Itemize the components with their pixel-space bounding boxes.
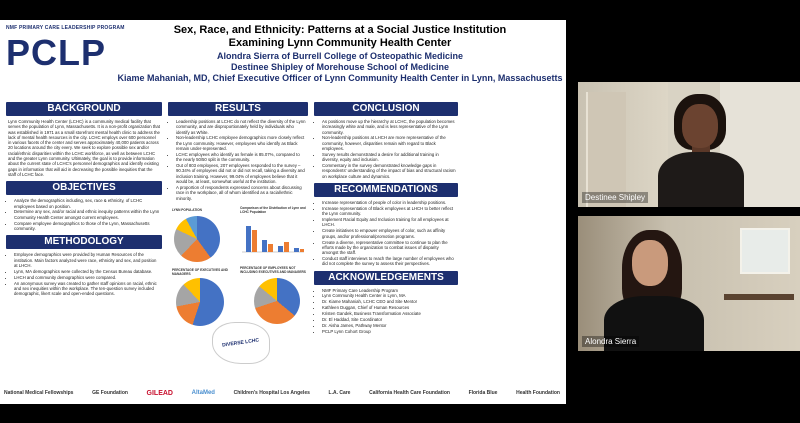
- list-item: • Non-leadership LCHC employee demographics more closely reflect the Lynn community. However, employees who identify as Black remain under-represented.: [176, 135, 306, 151]
- program-name: NMF PRIMARY CARE LEADERSHIP PROGRAM: [6, 25, 125, 31]
- recommendations-list: [316, 200, 456, 267]
- list-item: • LCHC employees who identify as female is 85.07%, compared to the nearly 50/50 split in the community.: [176, 152, 306, 163]
- list-item: • Compare employee demographics to those of the Lynn, Massachusetts community.: [14, 221, 160, 232]
- pclp-logo: PCLP: [6, 32, 107, 73]
- list-item: • LHCH and community demographics were compared.: [14, 275, 160, 280]
- list-item: • Lynn, MA demographics were collected by the Census Bureau database.: [14, 269, 160, 274]
- list-item: • A proportion of respondents expressed concerns about discussing race in the workplace, all of whom identified as a racial/ethnic minority.: [176, 185, 306, 201]
- employees-pie: [254, 278, 300, 324]
- list-item: • Non-leadership positions at LHCH are more representative of the community, however, disparities remain with regard to Black employees.: [322, 135, 456, 151]
- list-item: • Implement Racial Equity and Inclusion training for all employees at LHCH.: [322, 217, 456, 228]
- list-item: • As positions move up the hierarchy at LCHC, the population becomes increasingly white and male, and is less representative of the Lynn community.: [322, 119, 456, 135]
- background-door: [586, 92, 626, 207]
- participant-name-label: Destinee Shipley: [582, 192, 648, 203]
- list-item: • Kristen Gandek, Business Transformation Associate: [322, 311, 456, 316]
- background-window: [740, 228, 790, 274]
- sponsor-logo: Health Foundation: [516, 390, 560, 396]
- acknowledgements-heading: ACKNOWLEDGEMENTS: [314, 271, 458, 285]
- conclusion-list: [316, 119, 456, 179]
- participant-video-tile[interactable]: [578, 216, 800, 351]
- participant-face: [682, 104, 718, 148]
- list-item: • Out of 803 employees, 207 employees responded to the survey – 90.34% of employees did not or did not recall, taking a diversity and inclusion training. However, 99.04% of employees believe that it would be, at least, somewhat useful at the institution.: [176, 163, 306, 184]
- executives-pie: [176, 278, 224, 326]
- list-item: • Increase representation of Black employees at LHCH to better reflect the Lynn community.: [322, 206, 456, 217]
- word-cloud-text: DIVERSE LCHC: [222, 337, 260, 349]
- sponsor-logo: Children's Hospital Los Angeles: [233, 390, 310, 396]
- word-cloud: [212, 322, 270, 364]
- objectives-list: [8, 198, 160, 231]
- poster-title: Sex, Race, and Ethnicity: Patterns at a Social Justice Institution: [173, 24, 507, 36]
- sponsor-logo: GILEAD: [146, 389, 173, 397]
- participant-name-label: Alondra Sierra: [582, 336, 639, 347]
- poster-subtitle: Examining Lynn Community Health Center: [228, 37, 452, 49]
- sponsor-logo: AltaMed: [191, 390, 215, 396]
- conclusion-heading: CONCLUSION: [314, 102, 458, 116]
- graph-caption: LYNN POPULATION: [172, 207, 202, 212]
- results-heading: RESULTS: [168, 102, 308, 116]
- list-item: • Leadership positions at LCHC do not reflect the diversity of the Lynn community, and are disproportionately held by individuals who identify as White.: [176, 119, 306, 135]
- list-item: • An anonymous survey was created to gather staff opinions on racial, ethnic and sex inequities within the workplace. The ten-question survey included demographic, likert scale and open-ended questions.: [14, 281, 160, 297]
- list-item: • Kathleen Duggan, Chief of Human Resources: [322, 305, 456, 310]
- poster-column-middle: [168, 98, 308, 374]
- poster-column-right: [314, 98, 458, 335]
- poster-column-left: [6, 98, 162, 297]
- sponsor-logo: California Health Care Foundation: [369, 390, 450, 396]
- list-item: • Dr. Aisha James, Pathway Mentor: [322, 323, 456, 328]
- shared-screen-poster: [0, 20, 566, 404]
- list-item: • PCLP Lynn Cohort Group: [322, 329, 456, 334]
- acknowledgements-list: [316, 288, 456, 335]
- background-text: Lynn Community Health Center (LCHC) is a community medical facility that serves the population of Lynn, Massachusetts. It is a non-profit organization that was established in 1971 as a small storefront mental health clinic to address the lack of mental health resources in the city. LCHC employs over 600 personnel in various facets of the center and serves approximately 40,000 patients across 20 locations around the city every. We seek to explore possible sex and/or racial/ethnic disparities within the LCHC workforce, as well as between LCHC and the greater Lynn community. Ultimately, the goal is to provide information about the current state of LCHC's personnel demographics and identify existing gaps in information that will aid in decreasing the possible inequities that the staff of LCHC face.: [8, 119, 160, 177]
- author-1: Alondra Sierra of Burrell College of Osteopathic Medicine: [216, 51, 464, 61]
- sponsor-logo: L.A. Care: [328, 390, 351, 396]
- results-graphs: [168, 204, 308, 374]
- participant-video-tile[interactable]: [578, 82, 800, 207]
- graph-caption: PERCENTAGE OF EMPLOYEES NOT INCLUDING EXECUTIVES AND MANAGERS: [240, 265, 306, 274]
- poster-header: [0, 20, 566, 98]
- participant-face: [632, 240, 668, 286]
- list-item: • Create a diverse, representative committee to continue to plan the efforts made by the organization to combat issues of disparity amongst the staff.: [322, 240, 456, 256]
- sponsor-logo: National Medical Fellowships: [4, 390, 74, 396]
- list-item: • Lynn Community Health Center in Lynn, MA: [322, 293, 456, 298]
- background-heading: BACKGROUND: [6, 102, 162, 116]
- list-item: • Conduct staff interviews to reach the large number of employees who did not complete the survey to assess their perspectives.: [322, 256, 456, 267]
- methodology-heading: METHODOLOGY: [6, 235, 162, 249]
- list-item: • Survey results demonstrated a desire for additional training in diversity, equity and inclusion.: [322, 152, 456, 163]
- sponsor-logos: [4, 384, 560, 402]
- results-list: [170, 119, 306, 201]
- sponsor-logo: GE Foundation: [92, 390, 128, 396]
- objectives-heading: OBJECTIVES: [6, 181, 162, 195]
- participant-body: [658, 152, 744, 207]
- methodology-list: [8, 252, 160, 296]
- background-table: [724, 294, 794, 300]
- list-item: • NMF Primary Care Leadership Program: [322, 288, 456, 293]
- graph-caption: Comparison of the Distribution of Lynn and LCHC Population: [240, 205, 306, 214]
- comparison-bar-chart: [238, 216, 306, 256]
- list-item: • Increase representation of people of color in leadership positions.: [322, 200, 456, 205]
- lynn-population-pie: [174, 216, 220, 262]
- graph-caption: PERCENTAGE OF EXECUTIVES AND MANAGERS: [172, 267, 228, 276]
- author-3: Kiame Mahaniah, MD, Chief Executive Officer of Lynn Community Health Center in Lynn, Massachusetts: [117, 73, 563, 83]
- author-2: Destinee Shipley of Morehouse School of Medicine: [230, 62, 450, 72]
- list-item: • Employee demographics were provided by Human Resources of the institution. Main factors analyzed were race, ethnicity and sex, and position at LHCH.: [14, 252, 160, 268]
- list-item: • Create initiatives to empower employees of color, such as affinity groups, and/or professional/promotion programs.: [322, 228, 456, 239]
- list-item: • Analyze the demographics including, sex, race & ethnicity, of LCHC employees based on position.: [14, 198, 160, 209]
- list-item: • Commentary in the survey demonstrated knowledge gaps in respondents' understanding of the impact of bias and structural racism on workplace culture and dynamics.: [322, 163, 456, 179]
- list-item: • Dr. Kiame Mahaniah, LCHC CEO and Site Mentor: [322, 299, 456, 304]
- recommendations-heading: RECOMMENDATIONS: [314, 183, 458, 197]
- list-item: • Dr. El Haddad, Site Coordinator: [322, 317, 456, 322]
- sponsor-logo: Florida Blue: [468, 390, 498, 396]
- list-item: • Determine any sex, and/or racial and ethnic inequity patterns within the Lynn Community Health Center amongst current employees.: [14, 209, 160, 220]
